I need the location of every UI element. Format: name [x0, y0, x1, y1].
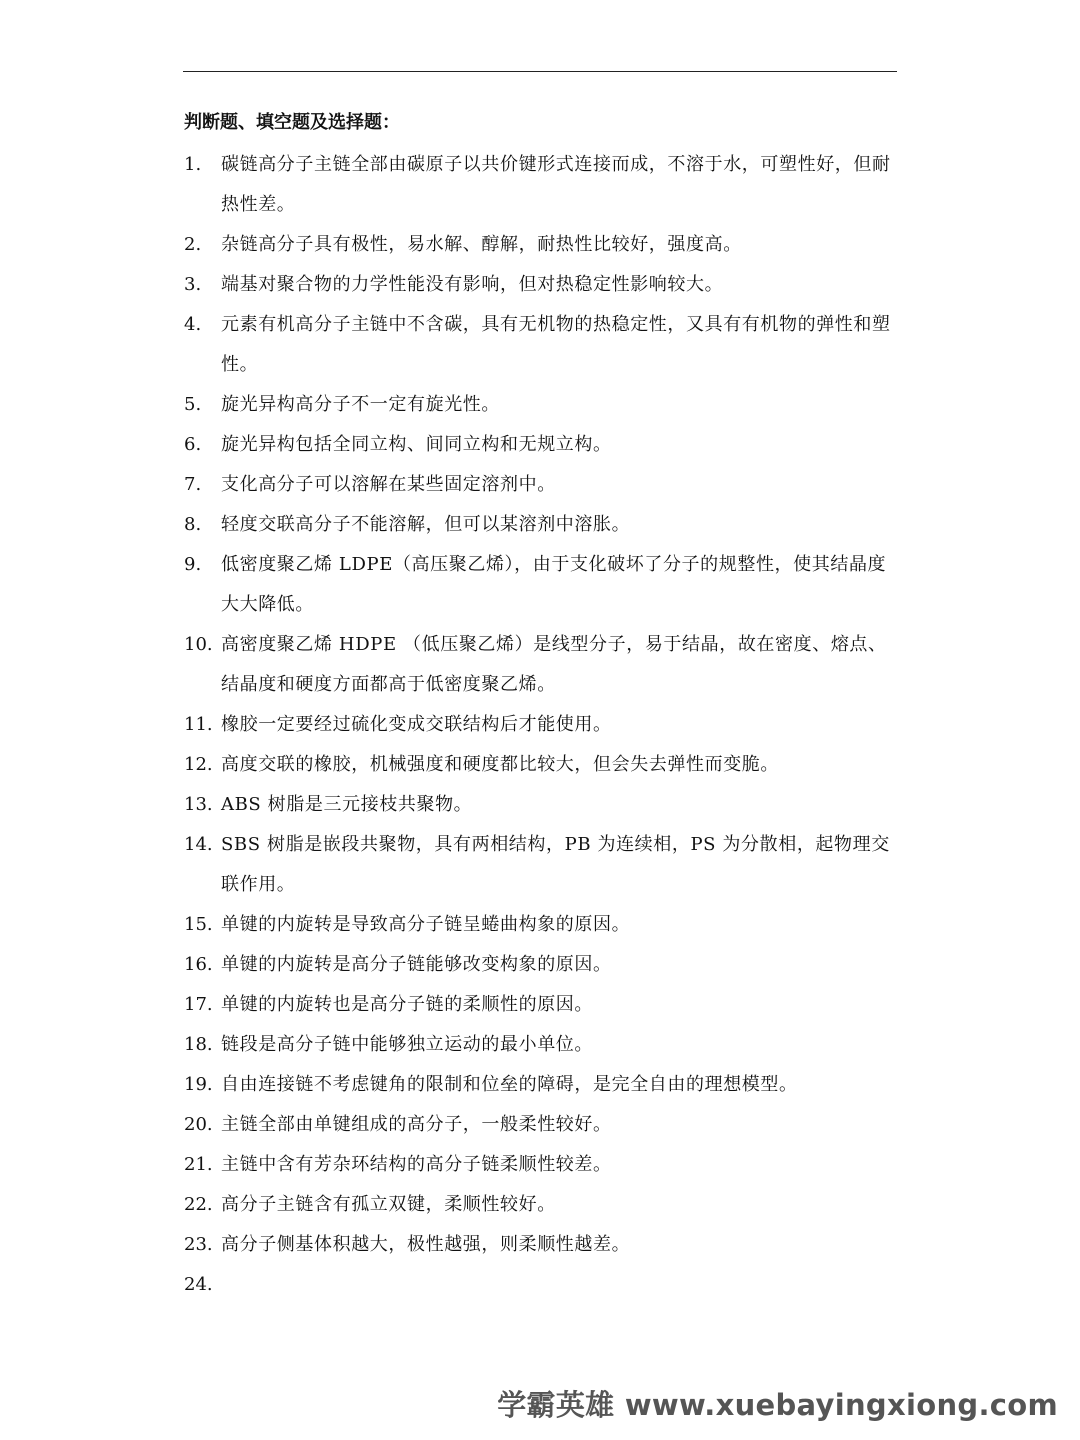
question-item-11	[184, 705, 896, 745]
question-item-23	[184, 1225, 896, 1265]
question-number: 4.	[184, 314, 202, 335]
question-text: 高密度聚乙烯 HDPE （低压聚乙烯）是线型分子，易于结晶，故在密度、熔点、结晶度和硬度方面都高于低密度聚乙烯。	[221, 634, 887, 695]
section-heading: 判断题、填空题及选择题：	[184, 112, 400, 133]
question-item-7	[184, 465, 896, 505]
question-item-12	[184, 745, 896, 785]
question-number: 12.	[184, 754, 213, 775]
question-number: 20.	[184, 1114, 213, 1135]
question-item-3	[184, 265, 896, 305]
question-item-1	[184, 145, 896, 225]
question-item-9	[184, 545, 896, 625]
question-number: 21.	[184, 1154, 213, 1175]
question-item-19	[184, 1065, 896, 1105]
question-item-2	[184, 225, 896, 265]
question-text: 端基对聚合物的力学性能没有影响，但对热稳定性影响较大。	[221, 274, 724, 295]
question-number: 8.	[184, 514, 202, 535]
question-item-14	[184, 825, 896, 905]
question-number: 14.	[184, 834, 213, 855]
question-item-15	[184, 905, 896, 945]
question-number: 11.	[184, 714, 213, 735]
question-number: 7.	[184, 474, 202, 495]
question-number: 10.	[184, 634, 213, 655]
question-text: 高分子主链含有孤立双键，柔顺性较好。	[221, 1194, 556, 1215]
question-number: 16.	[184, 954, 213, 975]
question-text: 高度交联的橡胶，机械强度和硬度都比较大，但会失去弹性而变脆。	[221, 754, 779, 775]
question-number: 9.	[184, 554, 202, 575]
question-number: 24.	[184, 1274, 213, 1295]
question-number: 3.	[184, 274, 202, 295]
question-number: 23.	[184, 1234, 213, 1255]
question-text: 轻度交联高分子不能溶解，但可以某溶剂中溶胀。	[221, 514, 631, 535]
question-number: 15.	[184, 914, 213, 935]
question-number: 5.	[184, 394, 202, 415]
question-text: 旋光异构包括全同立构、间同立构和无规立构。	[221, 434, 612, 455]
question-item-21	[184, 1145, 896, 1185]
question-text: 旋光异构高分子不一定有旋光性。	[221, 394, 500, 415]
question-text: 自由连接链不考虑键角的限制和位垒的障碍，是完全自由的理想模型。	[221, 1074, 798, 1095]
question-item-13	[184, 785, 896, 825]
question-number: 1.	[184, 154, 202, 175]
question-number: 18.	[184, 1034, 213, 1055]
question-number: 13.	[184, 794, 213, 815]
question-item-20	[184, 1105, 896, 1145]
question-text: 元素有机高分子主链中不含碳，具有无机物的热稳定性，又具有有机物的弹性和塑性。	[221, 314, 891, 375]
question-text: 主链中含有芳杂环结构的高分子链柔顺性较差。	[221, 1154, 612, 1175]
question-text: 单键的内旋转是导致高分子链呈蜷曲构象的原因。	[221, 914, 631, 935]
question-text: 杂链高分子具有极性，易水解、醇解，耐热性比较好，强度高。	[221, 234, 742, 255]
question-item-18	[184, 1025, 896, 1065]
question-item-5	[184, 385, 896, 425]
header-rule	[183, 71, 897, 72]
question-text: 高分子侧基体积越大，极性越强，则柔顺性越差。	[221, 1234, 631, 1255]
question-text: 链段是高分子链中能够独立运动的最小单位。	[221, 1034, 593, 1055]
question-text: 单键的内旋转也是高分子链的柔顺性的原因。	[221, 994, 593, 1015]
question-list	[184, 145, 896, 1305]
question-number: 2.	[184, 234, 202, 255]
question-number: 6.	[184, 434, 202, 455]
question-item-8	[184, 505, 896, 545]
question-text: 低密度聚乙烯 LDPE（高压聚乙烯），由于支化破坏了分子的规整性，使其结晶度大大降低。	[221, 554, 887, 615]
question-item-10	[184, 625, 896, 705]
question-item-17	[184, 985, 896, 1025]
question-number: 22.	[184, 1194, 213, 1215]
question-item-16	[184, 945, 896, 985]
question-item-4	[184, 305, 896, 385]
question-text	[221, 1265, 896, 1305]
question-item-6	[184, 425, 896, 465]
question-number: 17.	[184, 994, 213, 1015]
question-text: SBS 树脂是嵌段共聚物，具有两相结构，PB 为连续相，PS 为分散相，起物理交联作用。	[221, 834, 890, 895]
question-text: ABS 树脂是三元接枝共聚物。	[221, 794, 473, 815]
question-text: 橡胶一定要经过硫化变成交联结构后才能使用。	[221, 714, 612, 735]
question-number: 19.	[184, 1074, 213, 1095]
question-item-22	[184, 1185, 896, 1225]
site-watermark: 学霸英雄 www.xuebayingxiong.com	[497, 1388, 1058, 1422]
question-text: 碳链高分子主链全部由碳原子以共价键形式连接而成，不溶于水，可塑性好，但耐热性差。	[221, 154, 891, 215]
question-item-24	[184, 1265, 896, 1305]
question-text: 支化高分子可以溶解在某些固定溶剂中。	[221, 474, 556, 495]
question-text: 单键的内旋转是高分子链能够改变构象的原因。	[221, 954, 612, 975]
question-text: 主链全部由单键组成的高分子，一般柔性较好。	[221, 1114, 612, 1135]
